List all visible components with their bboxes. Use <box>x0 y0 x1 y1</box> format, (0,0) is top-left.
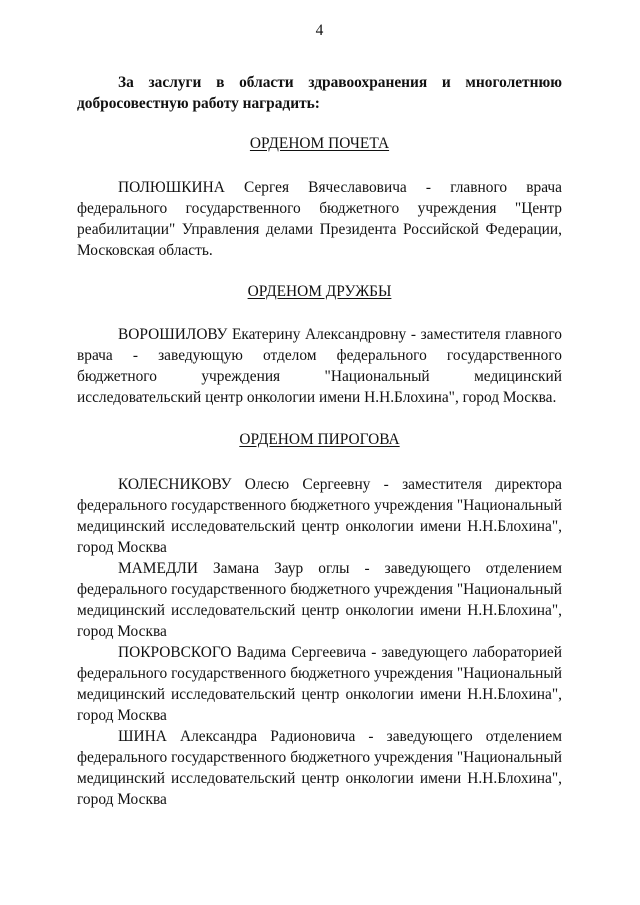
section-heading-order-of-pirogov: ОРДЕНОМ ПИРОГОВА <box>239 431 400 448</box>
recipient-entry: ПОЛЮШКИНА Сергея Вячеславовича - главного врача федерального государственного бюджетного учреждения "Центр реабилитации" Управления делами Президента Российской Федерации, Московская область. <box>77 179 562 259</box>
spacer <box>77 302 562 324</box>
recipient-entry: ПОКРОВСКОГО Вадима Сергеевича - заведующего лабораторией федерального государственного бюджетного учреждения "Национальный медицинский исследовательский центр онкологии имени Н.Н.Блохина", город Москва <box>77 644 562 724</box>
page-number: 4 <box>315 22 324 39</box>
document-page <box>77 20 562 810</box>
spacer <box>77 450 562 474</box>
section-heading-order-of-honor: ОРДЕНОМ ПОЧЕТА <box>249 135 390 152</box>
spacer <box>77 261 562 281</box>
section-heading-order-of-friendship: ОРДЕНОМ ДРУЖБЫ <box>247 283 392 300</box>
spacer <box>77 408 562 429</box>
spacer <box>77 154 562 177</box>
spacer <box>77 114 562 133</box>
recipient-entry: ШИНА Александра Радионовича - заведующего отделением федерального государственного бюджетного учреждения "Национальный медицинский исследовательский центр онкологии имени Н.Н.Блохина", город Москва <box>77 728 562 808</box>
award-intro: За заслуги в области здравоохранения и многолетнюю добросовестную работу наградить: <box>77 74 562 112</box>
recipient-entry: МАМЕДЛИ Замана Заур оглы - заведующего отделением федерального государственного бюджетного учреждения "Национальный медицинский исследовательский центр онкологии имени Н.Н.Блохина", город Москва <box>77 560 562 640</box>
recipient-entry: КОЛЕСНИКОВУ Олесю Сергеевну - заместителя директора федерального государственного бюджетного учреждения "Национальный медицинский исследовательский центр онкологии имени Н.Н.Блохина", город Москва <box>77 476 562 556</box>
recipient-entry: ВОРОШИЛОВУ Екатерину Александровну - заместителя главного врача - заведующую отделом федерального государственного бюджетного учреждения "Национальный медицинский исследовательский центр онкологии имени Н.Н.Блохина", город Москва. <box>77 326 562 406</box>
